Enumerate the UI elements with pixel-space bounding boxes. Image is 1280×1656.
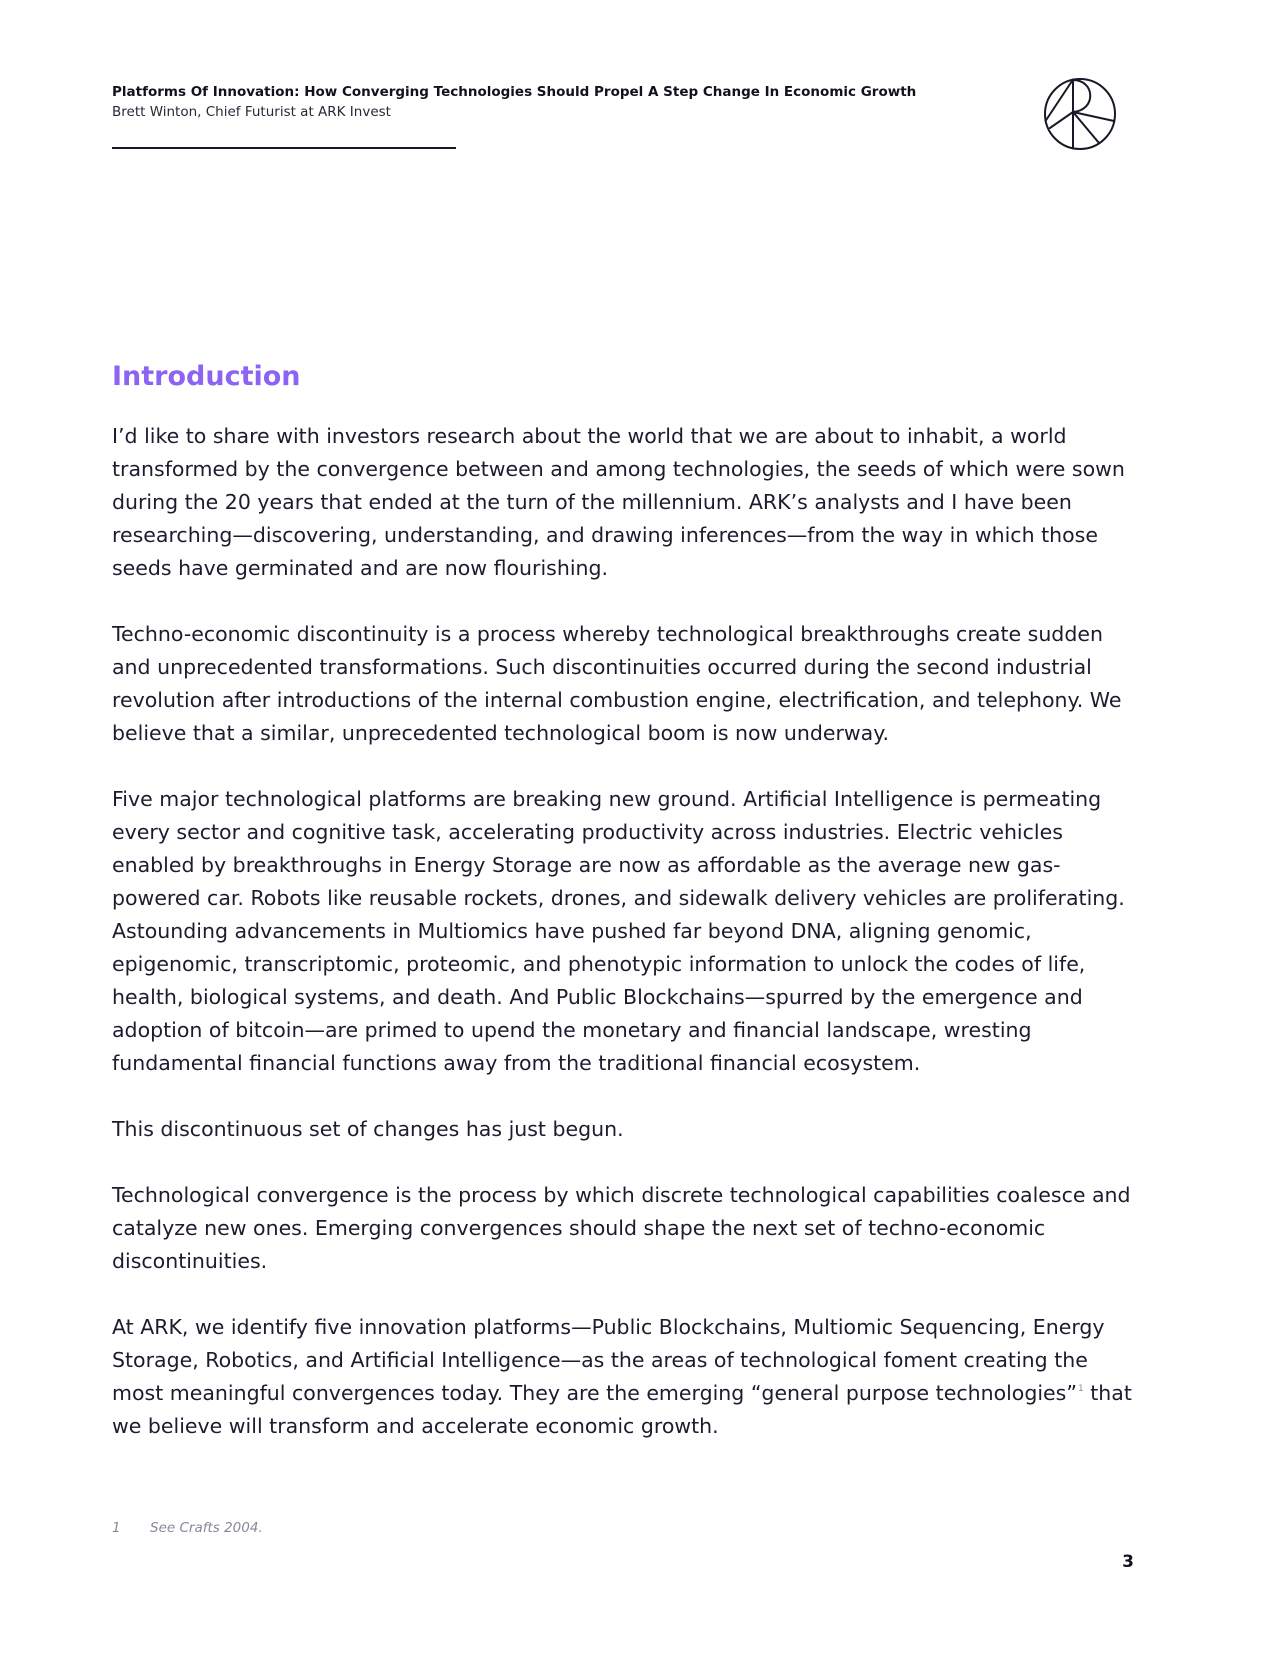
paragraph: Five major technological platforms are breaking new ground. Artificial Intelligence is permeating every sector and cognitive task, accelerating productivity across industries. Electric vehicles enabled by breakthroughs in Energy Storage are now as affordable as the average new gas-powered car. Robots like reusable rockets, drones, and sidewalk delivery vehicles are proliferating. Astounding advancements in Multiomics have pushed far beyond DNA, aligning genomic, epigenomic, transcriptomic, proteomic, and phenotypic information to unlock the codes of life, health, biological systems, and death. And Public Blockchains—spurred by the emergence and adoption of bitcoin—are primed to upend the monetary and financial landscape, wresting fundamental financial functions away from the traditional financial ecosystem. bbox=[112, 787, 1125, 1075]
footnote-text: See Crafts 2004. bbox=[150, 1520, 263, 1536]
footnote-number: 1 bbox=[112, 1520, 121, 1536]
paragraph: Technological convergence is the process by which discrete technological capabilities coalesce and catalyze new ones. Emerging convergences should shape the next set of techno-economic discontinuities. bbox=[112, 1183, 1131, 1273]
paragraph-text: that we believe will transform and accelerate economic growth. bbox=[112, 1381, 1132, 1438]
footnote bbox=[112, 1518, 263, 1538]
ark-logo-icon bbox=[1043, 77, 1117, 151]
paragraph: Techno-economic discontinuity is a process whereby technological breakthroughs create sudden and unprecedented transformations. Such discontinuities occurred during the second industrial revolution after introductions of the internal combustion engine, electrification, and telephony. We believe that a similar, unprecedented technological boom is now underway. bbox=[112, 622, 1122, 745]
header-divider bbox=[112, 147, 456, 149]
document-header bbox=[112, 82, 1012, 122]
author-line: Brett Winton, Chief Futurist at ARK Invest bbox=[112, 104, 391, 120]
section-heading: Introduction bbox=[112, 361, 301, 392]
paragraph: I’d like to share with investors research about the world that we are about to inhabit, a world transformed by the convergence between and among technologies, the seeds of which were sown during the 20 years that ended at the turn of the millennium. ARK’s analysts and I have been researching—discovering, understanding, and drawing inferences—from the way in which those seeds have germinated and are now flourishing. bbox=[112, 424, 1125, 580]
paragraph-text: At ARK, we identify five innovation platforms—Public Blockchains, Multiomic Sequencing, Energy Storage, Robotics, and Artificial Intelligence—as the areas of technological foment creating the most meaningful convergences today. They are the emerging “general purpose technologies” bbox=[112, 1315, 1105, 1405]
body-text bbox=[112, 420, 1132, 1476]
footnote-reference[interactable]: 1 bbox=[1077, 1384, 1084, 1394]
paragraph: This discontinuous set of changes has just begun. bbox=[112, 1117, 624, 1141]
paragraph-with-footnote bbox=[112, 1311, 1132, 1443]
document-title: Platforms Of Innovation: How Converging Technologies Should Propel A Step Change In Economic Growth bbox=[112, 84, 917, 100]
page-number: 3 bbox=[1122, 1552, 1134, 1572]
